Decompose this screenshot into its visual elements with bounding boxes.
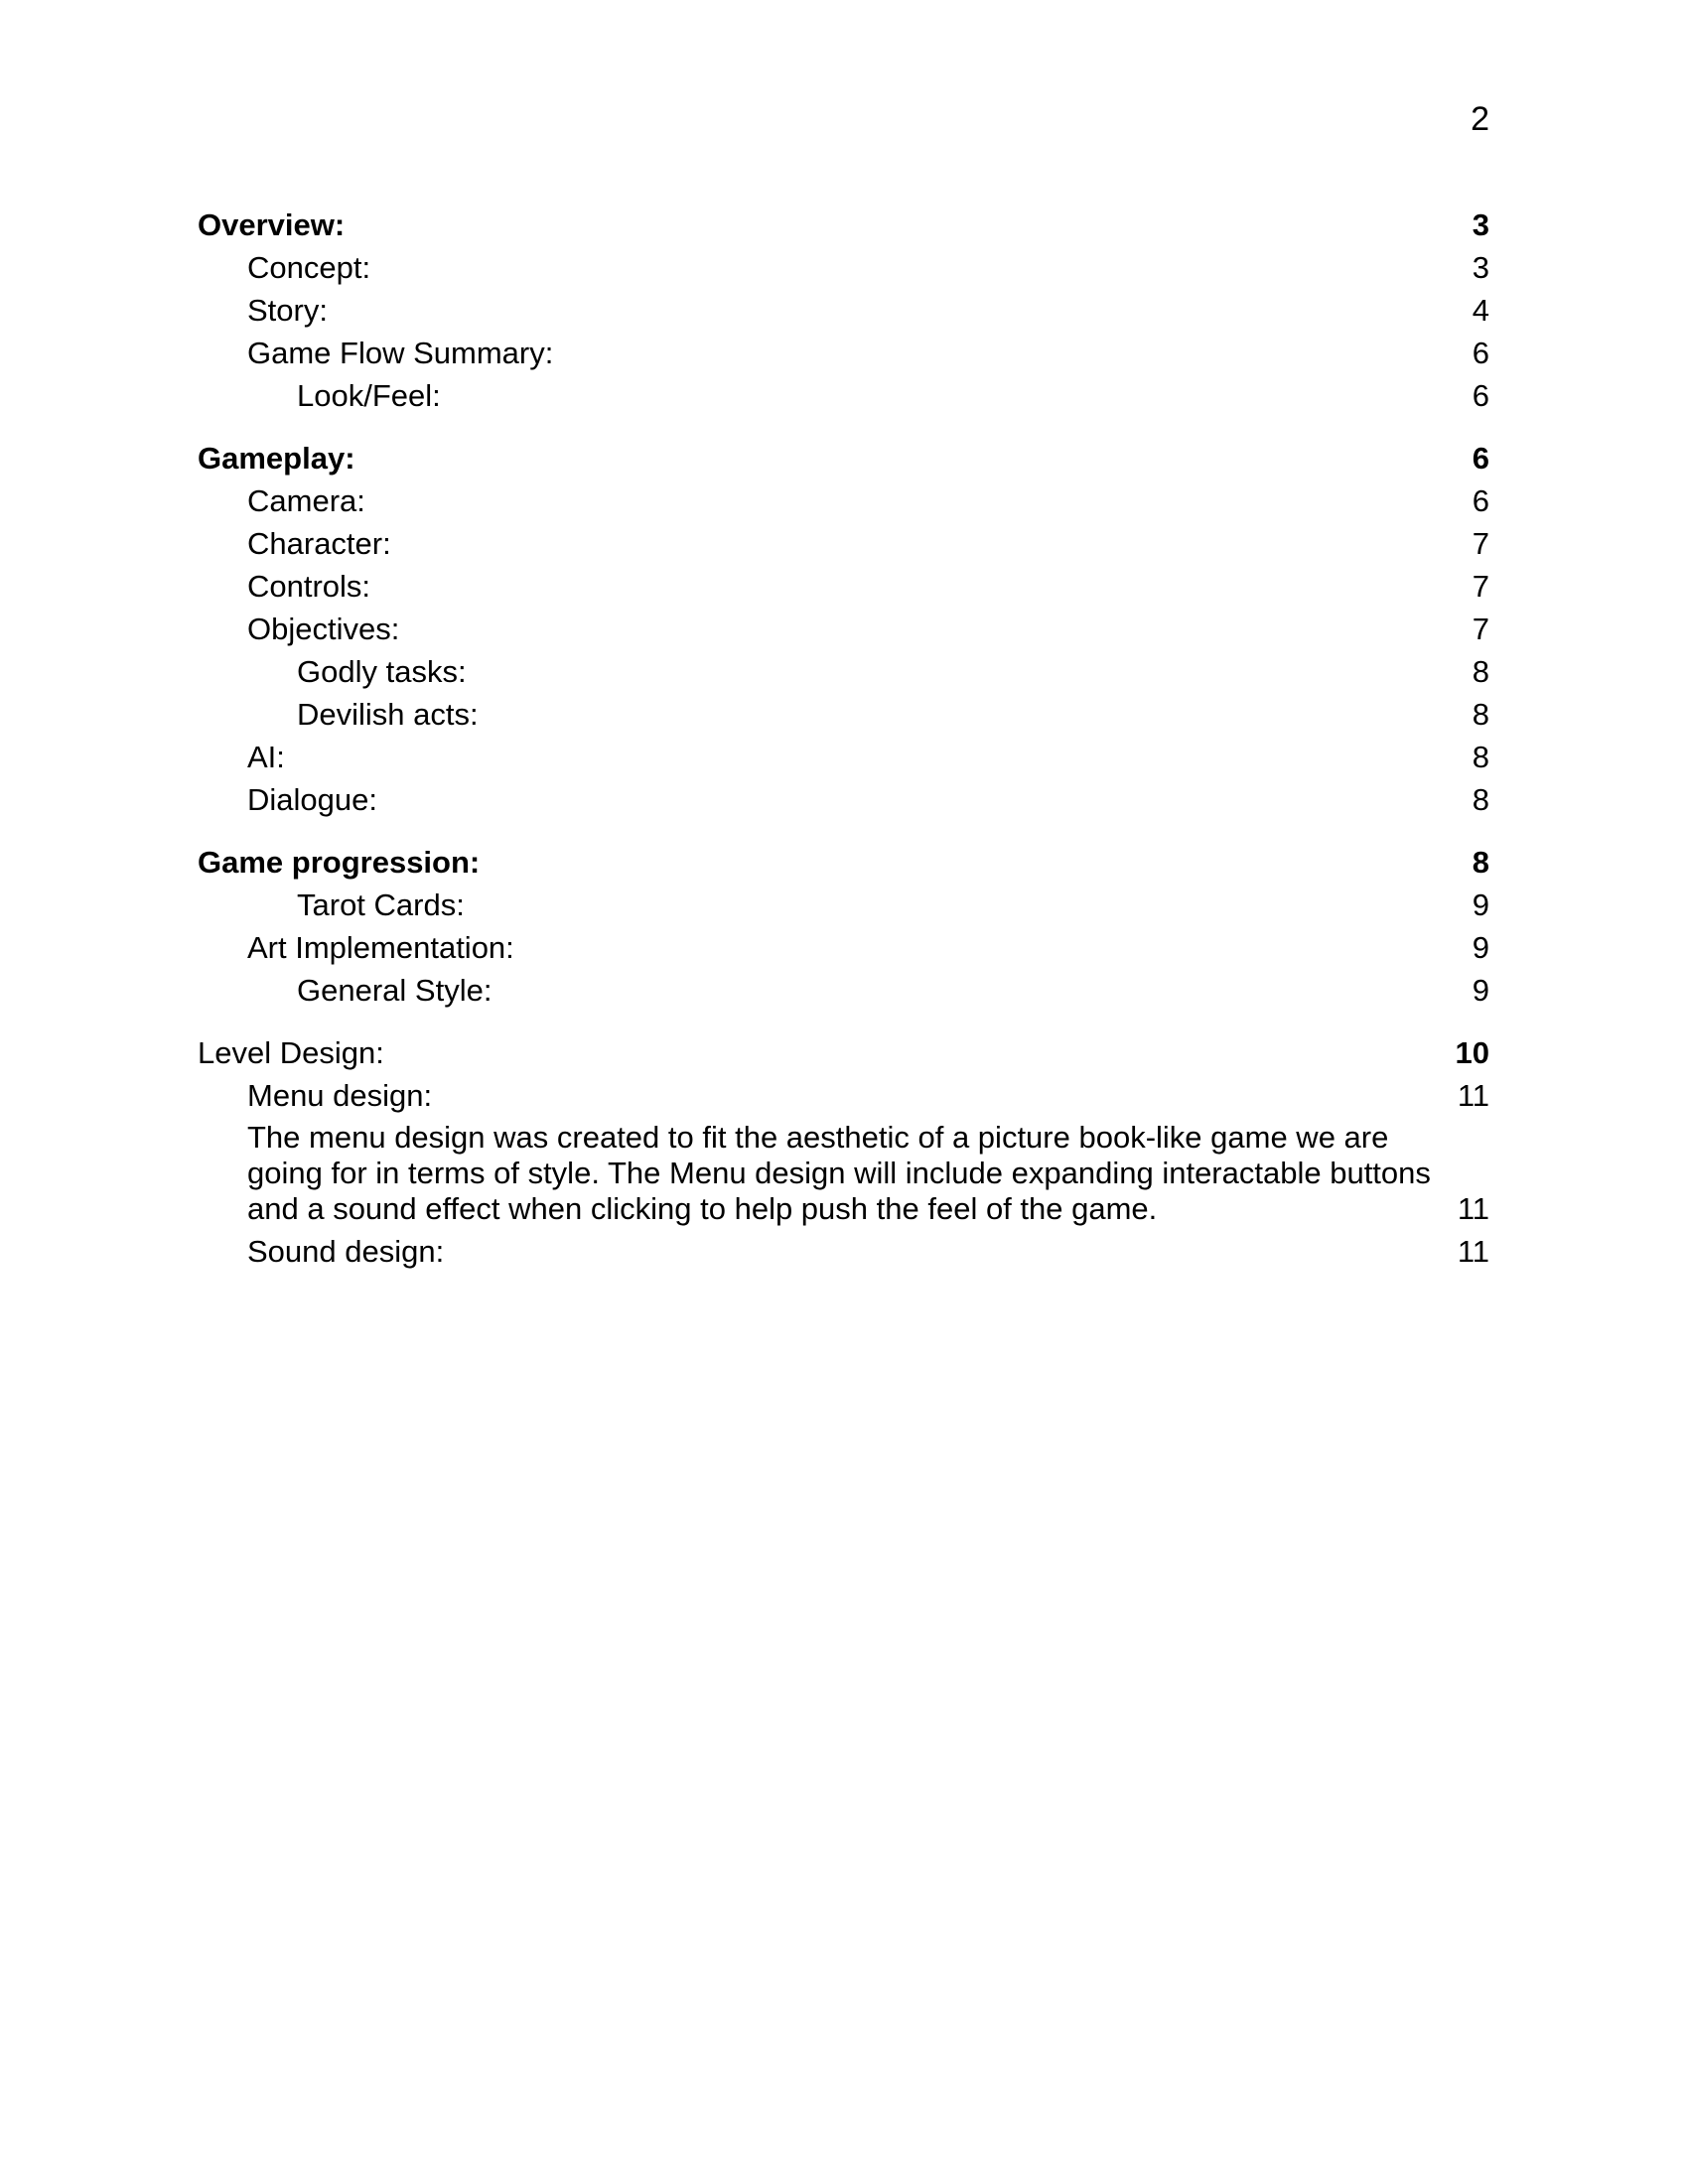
toc-entry-title: Dialogue:: [247, 782, 377, 817]
toc-entry-godly-tasks[interactable]: [198, 650, 1489, 693]
toc-entry-page: 10: [1455, 1035, 1489, 1070]
toc-entry-game-progression[interactable]: [198, 841, 1489, 884]
toc-entry-page: 11: [1457, 1234, 1489, 1269]
toc-entry-title: The menu design was created to fit the aesthetic of a picture book-like game we are going for in terms of style. The Menu design will include expanding interactable buttons and a sound effect when clicking to help push the feel of the game.: [247, 1120, 1431, 1226]
toc-entry-look-feel[interactable]: [198, 374, 1489, 417]
toc-entry-title: Story:: [247, 293, 328, 328]
toc-entry-ai[interactable]: [198, 736, 1489, 778]
toc-entry-character[interactable]: [198, 522, 1489, 565]
toc-entry-page: 9: [1472, 887, 1489, 922]
toc-entry-title: Tarot Cards:: [297, 887, 465, 922]
toc-entry-page: 3: [1472, 207, 1489, 242]
toc-entry-page: 8: [1472, 654, 1489, 689]
toc-entry-title: Controls:: [247, 569, 371, 604]
toc-entry-sound-design[interactable]: [198, 1230, 1489, 1273]
toc-entry-menu-design[interactable]: [198, 1074, 1489, 1117]
page-number: 2: [1471, 100, 1489, 138]
toc-entry-tarot-cards[interactable]: [198, 884, 1489, 926]
toc-entry-page: 3: [1472, 250, 1489, 285]
toc-entry-page: 6: [1472, 336, 1489, 370]
toc-entry-title: Devilish acts:: [297, 697, 479, 732]
toc-entry-title: Character:: [247, 526, 391, 561]
toc-entry-page: 6: [1472, 483, 1489, 518]
toc-entry-page: 9: [1472, 973, 1489, 1008]
toc-entry-page: 8: [1472, 782, 1489, 817]
toc-entry-page: 7: [1472, 526, 1489, 561]
toc-entry-page: 8: [1472, 845, 1489, 880]
toc-entry-title: Look/Feel:: [297, 378, 441, 413]
toc-entry-page: 7: [1472, 612, 1489, 646]
toc-entry-page: 8: [1472, 740, 1489, 774]
toc-entry-title: Level Design:: [198, 1035, 384, 1070]
toc-entry-page: 7: [1472, 569, 1489, 604]
toc-entry-title: Menu design:: [247, 1078, 433, 1113]
toc-entry-general-style[interactable]: [198, 969, 1489, 1012]
toc-entry-title: Art Implementation:: [247, 930, 514, 965]
toc-entry-page: 8: [1472, 697, 1489, 732]
toc-entry-devilish-acts[interactable]: [198, 693, 1489, 736]
toc-entry-title: Sound design:: [247, 1234, 445, 1269]
toc-entry-title: Concept:: [247, 250, 371, 285]
toc-entry-title: Gameplay:: [198, 441, 355, 476]
toc-entry-page: 9: [1472, 930, 1489, 965]
toc-entry-title: General Style:: [297, 973, 492, 1008]
toc-entry-gameplay[interactable]: [198, 437, 1489, 479]
toc-entry-controls[interactable]: [198, 565, 1489, 608]
toc-entry-concept[interactable]: [198, 246, 1489, 289]
toc-entry-objectives[interactable]: [198, 608, 1489, 650]
toc-entry-title: Objectives:: [247, 612, 400, 646]
toc-entry-game-flow-summary[interactable]: [198, 332, 1489, 374]
toc-entry-story[interactable]: [198, 289, 1489, 332]
toc-entry-page: 6: [1472, 378, 1489, 413]
toc-entry-page: 4: [1472, 293, 1489, 328]
toc-entry-title: Game Flow Summary:: [247, 336, 554, 370]
toc-entry-art-implementation[interactable]: [198, 926, 1489, 969]
toc-entry-title: Camera:: [247, 483, 365, 518]
toc-entry-page: 11: [1457, 1078, 1489, 1113]
table-of-contents: [198, 204, 1489, 1273]
toc-entry-title: Game progression:: [198, 845, 481, 880]
toc-entry-title: Godly tasks:: [297, 654, 467, 689]
toc-entry-dialogue[interactable]: [198, 778, 1489, 821]
toc-entry-title: AI:: [247, 740, 285, 774]
toc-entry-page: 6: [1472, 441, 1489, 476]
toc-entry-title: Overview:: [198, 207, 346, 242]
toc-entry-page: 11: [1457, 1191, 1489, 1226]
toc-entry-level-design[interactable]: [198, 1031, 1489, 1074]
toc-entry-overview[interactable]: [198, 204, 1489, 246]
toc-entry-menu-description[interactable]: [198, 1120, 1489, 1227]
toc-entry-camera[interactable]: [198, 479, 1489, 522]
